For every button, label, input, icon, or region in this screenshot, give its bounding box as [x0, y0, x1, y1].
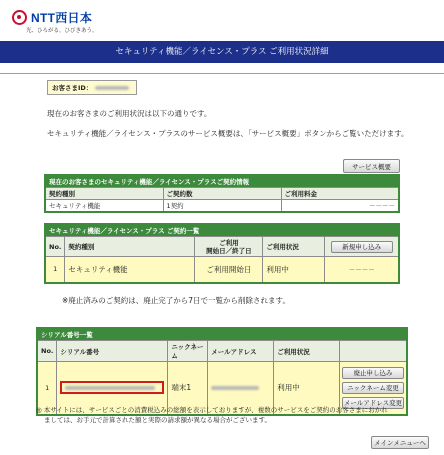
col-email: メールアドレス	[208, 341, 274, 362]
contract-row-action: －－－－	[325, 257, 399, 283]
page-title: セキュリティ機能／ライセンス・プラス ご利用状況詳細	[0, 41, 444, 63]
customer-id-label: お客さまID：	[52, 84, 93, 92]
col-serial-actions	[340, 341, 408, 362]
col-serial-status: ご利用状況	[274, 341, 340, 362]
customer-id-redacted	[95, 86, 129, 90]
serial-list-table	[36, 327, 408, 416]
col-date	[195, 237, 263, 257]
col-serial-number: シリアル番号	[57, 341, 168, 362]
email-change-button[interactable]: メールアドレス変更	[342, 397, 404, 409]
contract-list-table	[44, 223, 400, 284]
intro-line-1: 現在のお客さまのご利用状況は以下の通りです。	[47, 109, 212, 118]
contract-info-table	[44, 174, 400, 213]
col-action	[325, 237, 399, 257]
new-application-button[interactable]: 新規申し込み	[331, 241, 393, 253]
ntt-logo-icon	[12, 10, 27, 25]
col-contract-type: 契約種別	[45, 188, 163, 200]
col-status: ご利用状況	[263, 237, 325, 257]
footer-note	[36, 405, 416, 425]
serial-status-value: 利用中	[274, 362, 340, 415]
fee-value: －－－－	[281, 200, 399, 213]
customer-id-box	[47, 80, 137, 95]
serial-number-redacted	[65, 386, 155, 390]
contract-type-value: セキュリティ機能	[45, 200, 163, 213]
col-nickname: ニックネーム	[168, 341, 208, 362]
divider	[0, 73, 444, 74]
footer-note-line1: ◎ 本サイトには、サービスごとの消費税込みの総額を表示しておりますが、複数のサービスをご契約のお客さまにおかれ	[36, 406, 388, 414]
ntt-west-logo	[12, 9, 92, 26]
contract-row-no: 1	[45, 257, 65, 283]
serial-row-no: 1	[37, 362, 57, 415]
col-type: 契約種別	[65, 237, 195, 257]
contract-row-status: 利用中	[263, 257, 325, 283]
serial-number-highlight	[60, 381, 164, 394]
deleted-contract-note: ※廃止済みのご契約は、廃止完了から7日で一覧から削除されます。	[62, 296, 290, 305]
col-contract-count: ご契約数	[163, 188, 281, 200]
cancel-application-button[interactable]: 廃止申し込み	[342, 367, 404, 379]
intro-line-2: セキュリティ機能／ライセンス・プラスのサービス概要は、「サービス概要」ボタンからご覧いただけます。	[47, 129, 409, 138]
tagline: 光、ひろがる。ひびきあう。	[26, 28, 98, 34]
main-menu-button[interactable]: メインメニューへ	[371, 436, 429, 449]
contract-list-title: セキュリティ機能／ライセンス・プラス ご契約一覧	[45, 224, 399, 237]
serial-list-title: シリアル番号一覧	[37, 328, 407, 341]
service-overview-button[interactable]: サービス概要	[343, 159, 400, 173]
contract-row-type: セキュリティ機能	[65, 257, 195, 283]
serial-nickname-value: 端末1	[168, 362, 208, 415]
col-fee: ご利用料金	[281, 188, 399, 200]
email-redacted	[211, 386, 259, 390]
col-no: No.	[45, 237, 65, 257]
col-serial-no: No.	[37, 341, 57, 362]
col-date-line1: ご利用	[219, 238, 239, 247]
col-date-line2: 開始日／終了日	[206, 246, 252, 255]
footer-note-line2: ましては、お手元で計算された額と実際の請求額が異なる場合がございます。	[44, 416, 271, 424]
logo-text: NTT西日本	[31, 11, 93, 25]
contract-count-value: 1契約	[163, 200, 281, 213]
contract-row-date: ご利用開始日	[195, 257, 263, 283]
contract-info-title: 現在のお客さまのセキュリティ機能／ライセンス・プラスご契約情報	[45, 175, 399, 188]
nickname-change-button[interactable]: ニックネーム変更	[342, 382, 404, 394]
